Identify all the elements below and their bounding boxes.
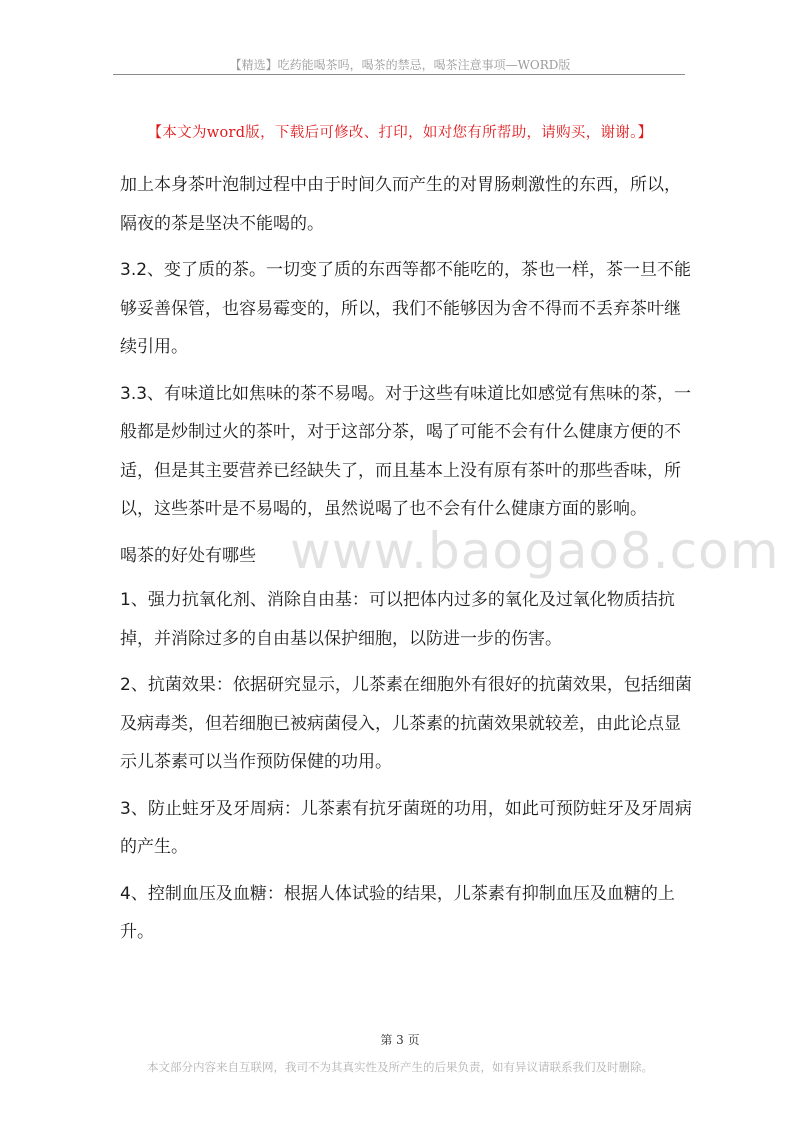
section-heading: 喝茶的好处有哪些	[120, 545, 256, 566]
paragraph-benefit-3: 3、防止蛀牙及牙周病：儿茶素有抗牙菌斑的功用，如此可预防蛀牙及牙周病的产生。	[120, 798, 692, 857]
paragraph-benefit-1: 1、强力抗氧化剂、消除自由基：可以把体内过多的氧化及过氧化物质拮抗掉，并消除过多的自由基以保护细胞，以防进一步的伤害。	[120, 590, 675, 649]
document-header-title: 【精选】吃药能喝茶吗，喝茶的禁忌，喝茶注意事项—WORD版	[229, 58, 571, 72]
paragraph-2: 3.2、变了质的茶。一切变了质的东西等都不能吃的，茶也一样，茶一旦不能够妥善保管，也容易霉变的，所以，我们不能够因为舍不得而不丢弃茶叶继续引用。	[120, 260, 692, 357]
download-notice: 【本文为word版，下载后可修改、打印，如对您有所帮助，请购买，谢谢。】	[147, 125, 653, 141]
watermark: www.baogao8.com	[290, 522, 780, 580]
paragraph-1: 加上本身茶叶泡制过程中由于时间久而产生的对胃肠刺激性的东西，所以，隔夜的茶是坚决不能喝的。	[120, 175, 681, 234]
header-divider	[113, 74, 685, 75]
paragraph-3: 3.3、有味道比如焦味的茶不易喝。对于这些有味道比如感觉有焦味的茶，一般都是炒制过火的茶叶，对于这部分茶，喝了可能不会有什么健康方便的不适，但是其主要营养已经缺失了，而且基本上没有原有茶叶的那些香味，所以，这些茶叶是不易喝的，虽然说喝了也不会有什么健康方面的影响。	[120, 383, 692, 519]
footer-disclaimer: 本文部分内容来自互联网，我司不为其真实性及所产生的后果负责，如有异议请联系我们及时删除。	[147, 1060, 653, 1074]
paragraph-benefit-4: 4、控制血压及血糖：根据人体试验的结果，儿茶素有抑制血压及血糖的上升。	[120, 883, 675, 942]
page-number: 第 3 页	[380, 1033, 420, 1047]
paragraph-benefit-2: 2、抗菌效果：依据研究显示，儿茶素在细胞外有很好的抗菌效果，包括细菌及病毒类，但若细胞已被病菌侵入，儿茶素的抗菌效果就较差，由此论点显示儿茶素可以当作预防保健的功用。	[120, 675, 692, 772]
